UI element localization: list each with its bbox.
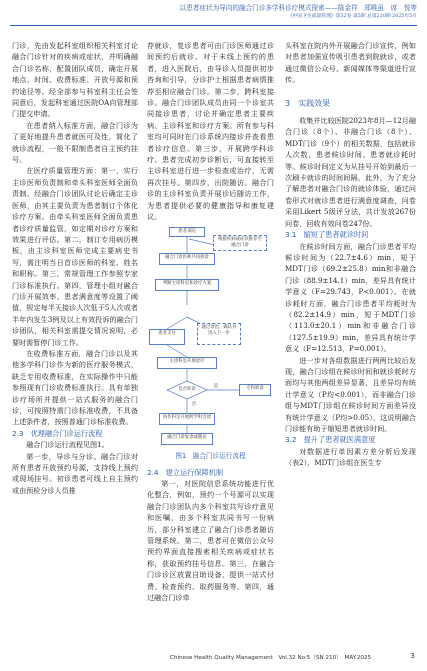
flow-node-check: 是否转诊 bbox=[178, 386, 196, 392]
paragraph: 在收费标准方面，融合门诊以及其他多学科门诊作为新的医疗服务模式，缺乏专用收费标准，在实际操作中只能参照现有门诊收费标准执行。具有单独诊疗场所并提供一站式服务的融合门诊，可按照特需门诊标准收费，不具备上述条件者，按照普通门诊标准收费。 bbox=[12, 348, 138, 427]
flow-node-dept: 主诊科室开展诊疗 bbox=[157, 357, 217, 369]
paragraph: 进一步对各组数据进行两两比较后发现，融合门诊组在候诊时间和就诊耗时方面均与其他两组差异显著，且差异均有统计学意义（P均<0.001），而非融合门诊组与MDT门诊组在候诊时间方面差异没有统计学意义（P均>0.05），这说明融合门诊能有助于缩短患者就诊时间。 bbox=[285, 355, 416, 433]
paragraph: 在患者纳入标准方面，融合门诊为了更好地提升患者就医可及性，简化了就诊流程，一般不限制患者自主预约挂号。 bbox=[12, 120, 138, 165]
flow-node-left: 患者支付 bbox=[149, 329, 185, 345]
paragraph: 第一步，导诊与分诊。融合门诊对所有患者开放预约号源，支持线上预约或现场挂号。初诊患者可线上自主预约或由预检分诊人员推 bbox=[12, 451, 138, 495]
section-heading: 2.3 优理融合门诊运行流程 bbox=[12, 428, 103, 438]
paragraph: 门诊，先由发起科室组织相关科室讨论融合门诊针对的疾病或症状，并明确融合门诊名称，配置团队成员，确定开展地点、时间、收费标准、开放号源和预约途径等。经全部参与科室科主任会签同意后，发起科室通过医院OA向管理部门提交申请。 bbox=[12, 41, 138, 119]
journal-footer: Chinese Health Quality Management Vol.32 No.5（SN 210） MAY.2025 bbox=[170, 655, 372, 661]
section-heading: 3.2 提升了患者就医满意度 bbox=[285, 435, 376, 445]
flow-label-no: 否 bbox=[191, 401, 197, 407]
section-heading: 3.1 缩短了患者就诊时间 bbox=[285, 230, 369, 240]
journal-citation: 《中国卫生质量管理》第32卷 第5期 总第210期 2025年5月 bbox=[287, 14, 417, 19]
section-heading: 3 实践效果 bbox=[285, 98, 331, 108]
column-3 bbox=[285, 40, 416, 469]
page-number: 3 bbox=[410, 652, 415, 660]
paragraph: 荐就诊，复诊患者可由门诊医师通过诊间预约后就诊。对于未线上预约的患者，进入医院后，由导诊人员提供初步咨询和引导，分诊护士根据患者病情推荐至相应融合门诊。第二步，跨科室接诊。融合门诊团队成员由同一个诊室共同接诊患者，讨论并确定患者主要疾病、主诊科室和诊疗方案。所有参与科室均可同时在门诊系统内接诊并查看患者诊疗信息。第三步，开展跨学科诊疗。患者完成初步诊断后，可直接转至主诊科室进行进一步检查或治疗，无需再次挂号。第四步，出院随访。融合门诊的主诊科室负责开展诊后随访工作，为患者提供必要的健康指导和康复建议。 bbox=[147, 41, 274, 222]
column-2 bbox=[147, 40, 274, 603]
flowchart-figure bbox=[147, 225, 274, 465]
section-heading: 2.4 建立运行保障机制 bbox=[147, 467, 224, 477]
flow-note-right: 通过诊治，确认并进入下一步 bbox=[197, 323, 241, 345]
flow-node-end: 融合门诊复诊或随访 bbox=[161, 433, 213, 445]
flow-node-fin: 协作科室开展跨学科会诊 bbox=[159, 413, 215, 425]
flow-note: 根据疾病或症状推荐至融合门诊 bbox=[213, 235, 267, 251]
flow-label-yes: 是 bbox=[213, 383, 219, 389]
header-rule bbox=[10, 25, 417, 26]
paragraph: 头科室在院内外开展融合门诊宣传，例如对患者加强宣传吸引患者到院就诊，或者通过微信公众号、新闻媒体等渠道进行宣传。 bbox=[285, 41, 416, 85]
column-1 bbox=[12, 40, 138, 496]
flow-node-refer: 专科转诊 bbox=[239, 384, 271, 396]
paragraph: 第一，对医院信息系统功能进行优化整合，例如，预约一个号源可以实现融合门诊团队内多个科室共写诊疗意见和医嘱，由多个科室共同书写一份病历，部分科室建立了融合门诊患者随访管理系统。第二，患者可在微信公众号预约界面直接搜索相关疾病或症状名称，获取预约挂号信息。第三，在融合门诊诊区放置自助设备，提供一站式付费、检查预约、取药服务等。第四，通过融合门诊牵 bbox=[147, 478, 274, 602]
paragraph: 在医疗质量管理方面：第一，实行主诊医师负责制和牵头科室医师全面负责制。经融合门诊团队讨论后确定主诊医师，由其主要负责为患者制订个体化诊疗方案。由牵头科室医师全面负责患者诊疗质量监管，如定期对诊疗方案和效果进行评估。第二，制订专用病历模板，由主诊科室医师完成主要病史书写，需注明当日首诊医师的科室、姓名和职称。第三，常规管理工作参照专家门诊标准执行。第四，管理小组对融合门诊开展效率、患者满意度等设置了阈值，规定每半天接诊人次低于5人次或者半年内发生3例及以上有效投诉的融合门诊团队，相关科室需提交情况说明，必要时需暂停门诊工作。 bbox=[12, 166, 138, 347]
running-title: 以患者症状为导向的融合门诊多学科诊疗模式探索——陈金祥 郑唯虽 席 悦等 bbox=[179, 4, 417, 12]
paragraph: 对数据进行单因素方差分析后发现（表2），MDT门诊组在医生专 bbox=[285, 446, 416, 468]
paragraph: 在候诊时间方面，融合门诊患者平均候诊时间为（22.7±4.6）min，短于MDT门诊（69.2±25.8）min和非融合门诊（88.9±14.1）min，差异具有统计学意义（F=29.743，P<0.001）。在就诊耗时方面，融合门诊患者平均耗时为（82.2±14.9）min，短于MDT门诊（113.0±20.1）min和非融合门诊（127.5±19.9）min，差异具有统计学意义（F=12.513，P=0.001）。 bbox=[285, 241, 416, 354]
flow-node-judge: 判断主诊科室和诊疗方案 bbox=[155, 279, 219, 291]
figure-caption: 图1 融合门诊运行流程 bbox=[175, 451, 246, 460]
paragraph: 收集并比较医院2023年8月—12月融合门诊（8个）、非融合门诊（8个）、MDT门诊（9个）的相关数据，包括就诊人次数、患者候诊时间、患者就诊耗时等。候诊时间定义为从挂号开始到最后一次刷卡就诊的时间间隔，此外，为了充分了解患者对融合门诊的就诊体验，通过问卷形式对就诊患者进行满意度调查，问卷采用Likert 5级评分法，共计发放267份问卷，回收有效问卷247份。 bbox=[285, 116, 416, 228]
running-header bbox=[0, 4, 427, 20]
paragraph: 融合门诊运行流程见图1。 bbox=[26, 440, 109, 450]
flow-node-start: 患者来院 bbox=[169, 227, 205, 237]
flow-node-joint: 融合门诊医师共同接诊 bbox=[159, 253, 215, 265]
